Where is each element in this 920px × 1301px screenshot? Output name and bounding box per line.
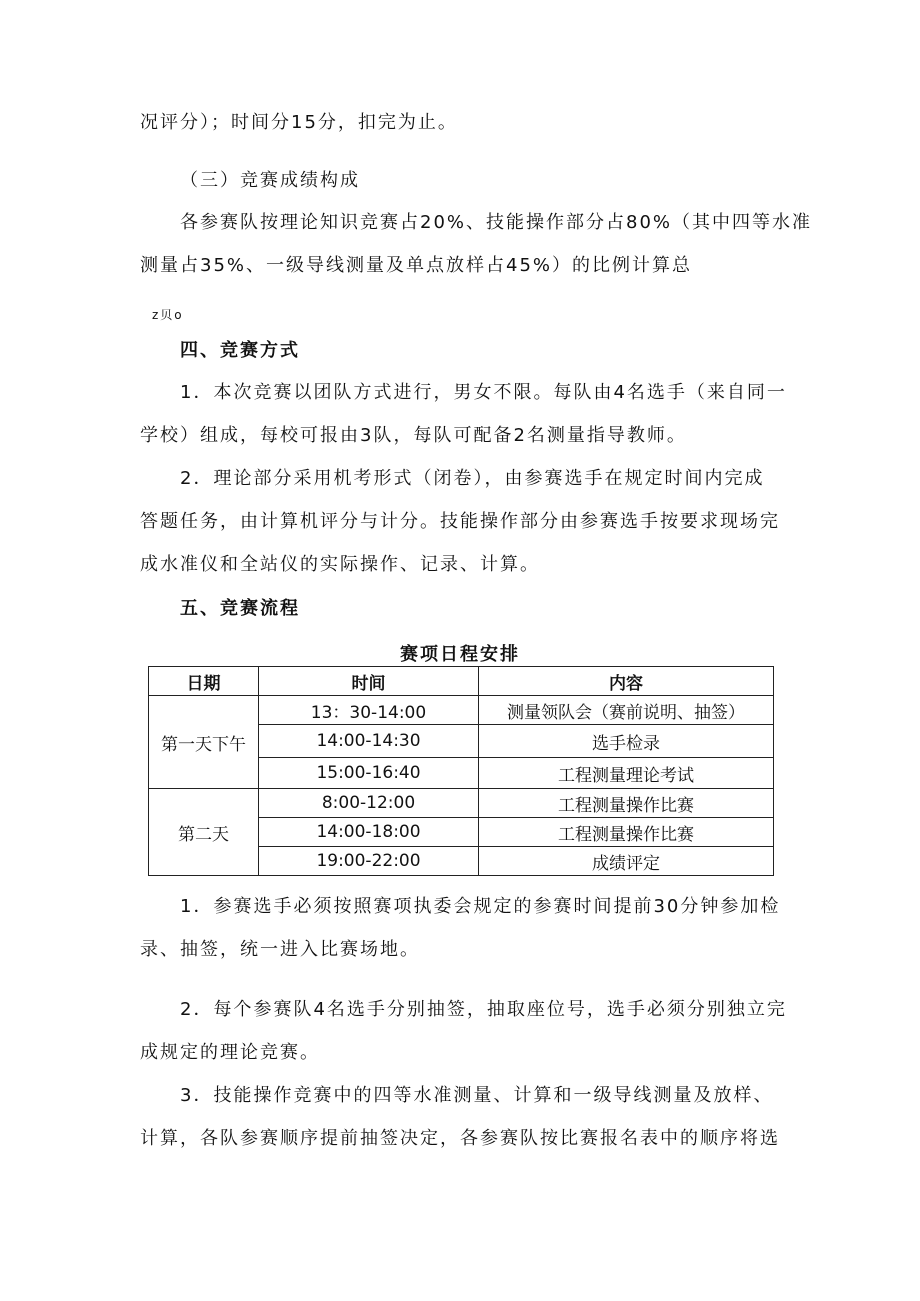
cell-content: 成绩评定 [479, 847, 774, 876]
paragraph-team-line1: 1．本次竞赛以团队方式进行，男女不限。每队由4名选手（来自同一 [180, 382, 787, 403]
table-header-row [149, 667, 774, 696]
cell-time: 14:00-18:00 [259, 818, 479, 847]
cell-time: 13：30-14:00 [259, 696, 479, 725]
cell-content: 测量领队会（赛前说明、抽签） [479, 696, 774, 725]
paragraph-theory-line2: 答题任务，由计算机评分与计分。技能操作部分由参赛选手按要求现场完 [140, 511, 780, 532]
paragraph-skill-line1: 3．技能操作竞赛中的四等水准测量、计算和一级导线测量及放样、 [180, 1085, 774, 1106]
header-content: 内容 [479, 667, 774, 696]
cell-time: 19:00-22:00 [259, 847, 479, 876]
table-row [149, 696, 774, 725]
cell-content: 工程测量操作比赛 [479, 789, 774, 818]
paragraph-theory-line3: 成水准仪和全站仪的实际操作、记录、计算。 [140, 554, 540, 575]
paragraph-score-ratio-line2: 测量占35%、一级导线测量及单点放样占45%）的比例计算总 [140, 255, 693, 276]
schedule-table-title: 赛项日程安排 [400, 644, 520, 665]
section-heading-competition-mode: 四、竞赛方式 [180, 340, 300, 361]
header-date: 日期 [149, 667, 259, 696]
paragraph-checkin-line2: 录、抽签，统一进入比赛场地。 [140, 939, 420, 960]
section-heading-score-composition: （三）竞赛成绩构成 [180, 170, 360, 191]
paragraph-draw-line1: 2．每个参赛队4名选手分别抽签，抽取座位号，选手必须分别独立完 [180, 999, 787, 1020]
header-time: 时间 [259, 667, 479, 696]
paragraph-scoring-tail: 况评分）；时间分15分，扣完为止。 [140, 112, 458, 133]
table-row [149, 789, 774, 818]
section-heading-competition-process: 五、竞赛流程 [180, 598, 300, 619]
paragraph-skill-line2: 计算，各队参赛顺序提前抽签决定，各参赛队按比赛报名表中的顺序将选 [140, 1128, 780, 1149]
cell-day1: 第一天下午 [149, 696, 259, 789]
cell-time: 8:00-12:00 [259, 789, 479, 818]
cell-content: 工程测量理论考试 [479, 758, 774, 789]
schedule-table [148, 666, 774, 876]
ocr-fragment: z贝o [152, 308, 184, 322]
paragraph-checkin-line1: 1．参赛选手必须按照赛项执委会规定的参赛时间提前30分钟参加检 [180, 896, 781, 917]
cell-time: 15:00-16:40 [259, 758, 479, 789]
paragraph-draw-line2: 成规定的理论竞赛。 [140, 1042, 320, 1063]
cell-day2: 第二天 [149, 789, 259, 876]
cell-time: 14:00-14:30 [259, 725, 479, 758]
cell-content: 工程测量操作比赛 [479, 818, 774, 847]
paragraph-team-line2: 学校）组成，每校可报由3队，每队可配备2名测量指导教师。 [140, 425, 687, 446]
cell-content: 选手检录 [479, 725, 774, 758]
paragraph-score-ratio-line1: 各参赛队按理论知识竞赛占20%、技能操作部分占80%（其中四等水准 [180, 212, 813, 233]
paragraph-theory-line1: 2．理论部分采用机考形式（闭卷），由参赛选手在规定时间内完成 [180, 468, 765, 489]
